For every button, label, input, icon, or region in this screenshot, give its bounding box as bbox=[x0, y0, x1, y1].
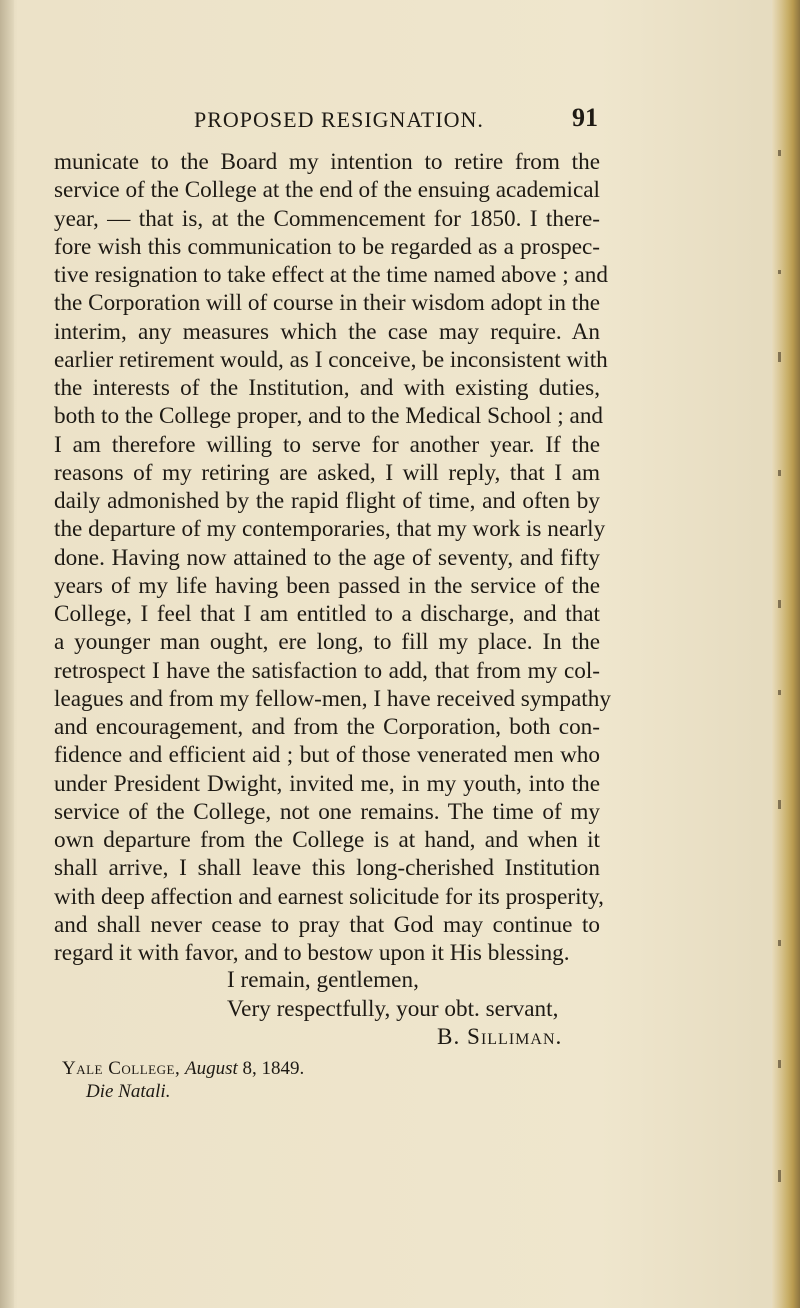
text-line: years of my life having been passed in the service of the bbox=[54, 572, 600, 599]
text-line: year, — that is, at the Commencement for 1850. I there- bbox=[54, 205, 600, 232]
text-line: own departure from the College is at hand, and when it bbox=[54, 827, 600, 853]
text-line: earlier retirement would, as I conceive, be inconsistent with bbox=[54, 346, 608, 373]
dateline-place: Yale College, bbox=[62, 1058, 181, 1079]
dateline-day-year: 8, 1849. bbox=[237, 1058, 305, 1079]
letter-paragraph bbox=[54, 148, 611, 967]
text-line: fore wish this communication to be regarded as a prospec- bbox=[54, 233, 600, 260]
text-line: service of the College, not one remains. The time of my bbox=[54, 798, 600, 825]
text-line: regard it with favor, and to bestow upon it His blessing. bbox=[54, 940, 570, 966]
text-line: College, I feel that I am entitled to a discharge, and that bbox=[54, 601, 600, 627]
text-line: the interests of the Institution, and with existing duties, bbox=[54, 375, 600, 401]
motto: Die Natali. bbox=[86, 1081, 171, 1102]
text-line: the Corporation will of course in their wisdom adopt in the bbox=[54, 290, 601, 317]
text-line: with deep affection and earnest solicitude for its prosperity, bbox=[54, 883, 604, 910]
text-line: fidence and efficient aid ; but of those venerated men who bbox=[54, 742, 600, 769]
text-line: the departure of my contemporaries, that my work is nearly bbox=[54, 516, 606, 543]
dateline-month: August bbox=[184, 1058, 238, 1079]
text-line: tive resignation to take effect at the time named above ; and bbox=[54, 262, 608, 288]
signature: B. Silliman. bbox=[437, 1024, 563, 1050]
page-header bbox=[54, 103, 600, 139]
text-line: both to the College proper, and to the Medical School ; and bbox=[54, 403, 604, 430]
text-line: I am therefore willing to serve for another year. If the bbox=[54, 431, 600, 458]
text-line: daily admonished by the rapid flight of time, and often by bbox=[54, 488, 600, 514]
text-line: interim, any measures which the case may require. An bbox=[54, 318, 600, 345]
text-line: reasons of my retiring are asked, I will reply, that I am bbox=[54, 459, 600, 486]
text-line: retrospect I have the satisfaction to add, that from my col- bbox=[54, 657, 600, 684]
closing-valediction: Very respectfully, your obt. servant, bbox=[227, 996, 559, 1022]
text-line: municate to the Board my intention to retire from the bbox=[54, 149, 600, 175]
text-line: and encouragement, and from the Corporation, both con- bbox=[54, 714, 600, 740]
running-head: PROPOSED RESIGNATION. bbox=[194, 107, 484, 132]
dateline bbox=[62, 1058, 304, 1080]
text-line: done. Having now attained to the age of seventy, and fifty bbox=[54, 544, 600, 571]
page-number: 91 bbox=[572, 103, 598, 132]
page-left-gutter bbox=[0, 0, 14, 1308]
text-line: a younger man ought, ere long, to fill my place. In the bbox=[54, 629, 600, 656]
text-line: under President Dwight, invited me, in my youth, into the bbox=[54, 770, 600, 797]
text-line: and shall never cease to pray that God may continue to bbox=[54, 911, 600, 938]
text-line: service of the College at the end of the ensuing academical bbox=[54, 177, 600, 204]
text-line: leagues and from my fellow-men, I have received sympathy bbox=[54, 685, 611, 712]
closing-salutation: I remain, gentlemen, bbox=[227, 967, 419, 993]
text-line: shall arrive, I shall leave this long-cherished Institution bbox=[54, 855, 600, 882]
page-right-edge bbox=[772, 0, 800, 1308]
